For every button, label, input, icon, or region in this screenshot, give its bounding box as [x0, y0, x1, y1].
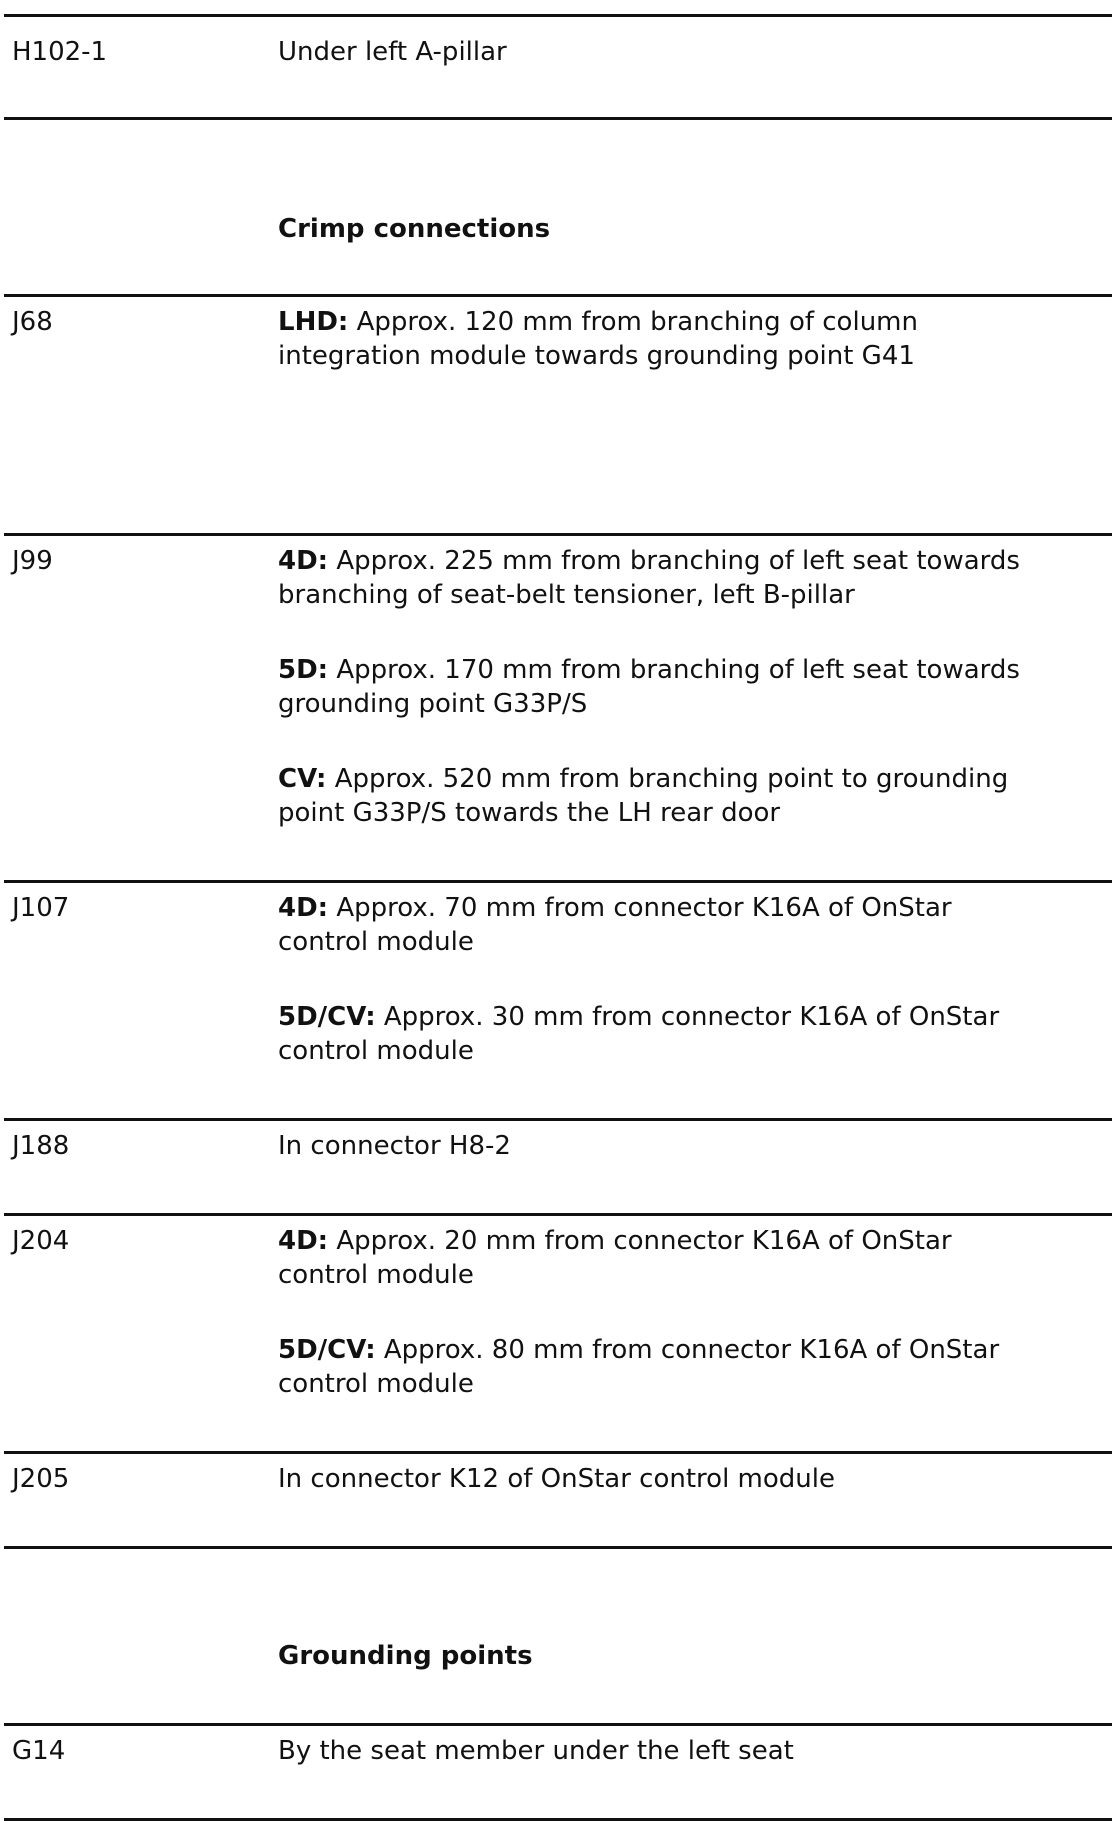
row-divider: [4, 880, 1112, 883]
section-heading-crimp-connections: Crimp connections: [278, 214, 551, 244]
row-description: 5D: Approx. 170 mm from branching of left seat towards: [278, 655, 1020, 685]
row-description: 4D: Approx. 20 mm from connector K16A of OnStar: [278, 1226, 952, 1256]
row-divider: [4, 117, 1112, 120]
row-description: By the seat member under the left seat: [278, 1736, 794, 1766]
row-description: LHD: Approx. 120 mm from branching of column: [278, 307, 918, 337]
row-id: J205: [12, 1464, 70, 1494]
section-heading-grounding-points: Grounding points: [278, 1641, 533, 1671]
row-divider: [4, 1118, 1112, 1121]
row-divider: [4, 533, 1112, 536]
row-description: CV: Approx. 520 mm from branching point to grounding: [278, 764, 1009, 794]
row-id: J99: [12, 546, 53, 576]
row-description: In connector K12 of OnStar control module: [278, 1464, 835, 1494]
row-divider: [4, 1451, 1112, 1454]
row-description: Under left A-pillar: [278, 37, 507, 67]
row-id: H102-1: [12, 37, 108, 67]
row-description: In connector H8-2: [278, 1131, 511, 1161]
row-description: control module: [278, 1036, 474, 1066]
row-divider: [4, 294, 1112, 297]
row-description: control module: [278, 1369, 474, 1399]
row-id: J107: [12, 893, 70, 923]
row-divider: [4, 1723, 1112, 1726]
row-divider: [4, 1546, 1112, 1549]
row-description: point G33P/S towards the LH rear door: [278, 798, 781, 828]
row-description: 4D: Approx. 70 mm from connector K16A of OnStar: [278, 893, 952, 923]
row-description: 5D/CV: Approx. 30 mm from connector K16A of OnStar: [278, 1002, 1000, 1032]
row-description: control module: [278, 1260, 474, 1290]
row-description: integration module towards grounding point G41: [278, 341, 915, 371]
row-id: J204: [12, 1226, 70, 1256]
row-description: 4D: Approx. 225 mm from branching of left seat towards: [278, 546, 1020, 576]
row-divider: [4, 1213, 1112, 1216]
row-description: grounding point G33P/S: [278, 689, 588, 719]
row-id: G14: [12, 1736, 66, 1766]
row-description: branching of seat-belt tensioner, left B-pillar: [278, 580, 855, 610]
row-id: J188: [12, 1131, 70, 1161]
row-description: 5D/CV: Approx. 80 mm from connector K16A of OnStar: [278, 1335, 1000, 1365]
row-description: control module: [278, 927, 474, 957]
row-id: J68: [12, 307, 53, 337]
row-divider: [4, 14, 1112, 17]
